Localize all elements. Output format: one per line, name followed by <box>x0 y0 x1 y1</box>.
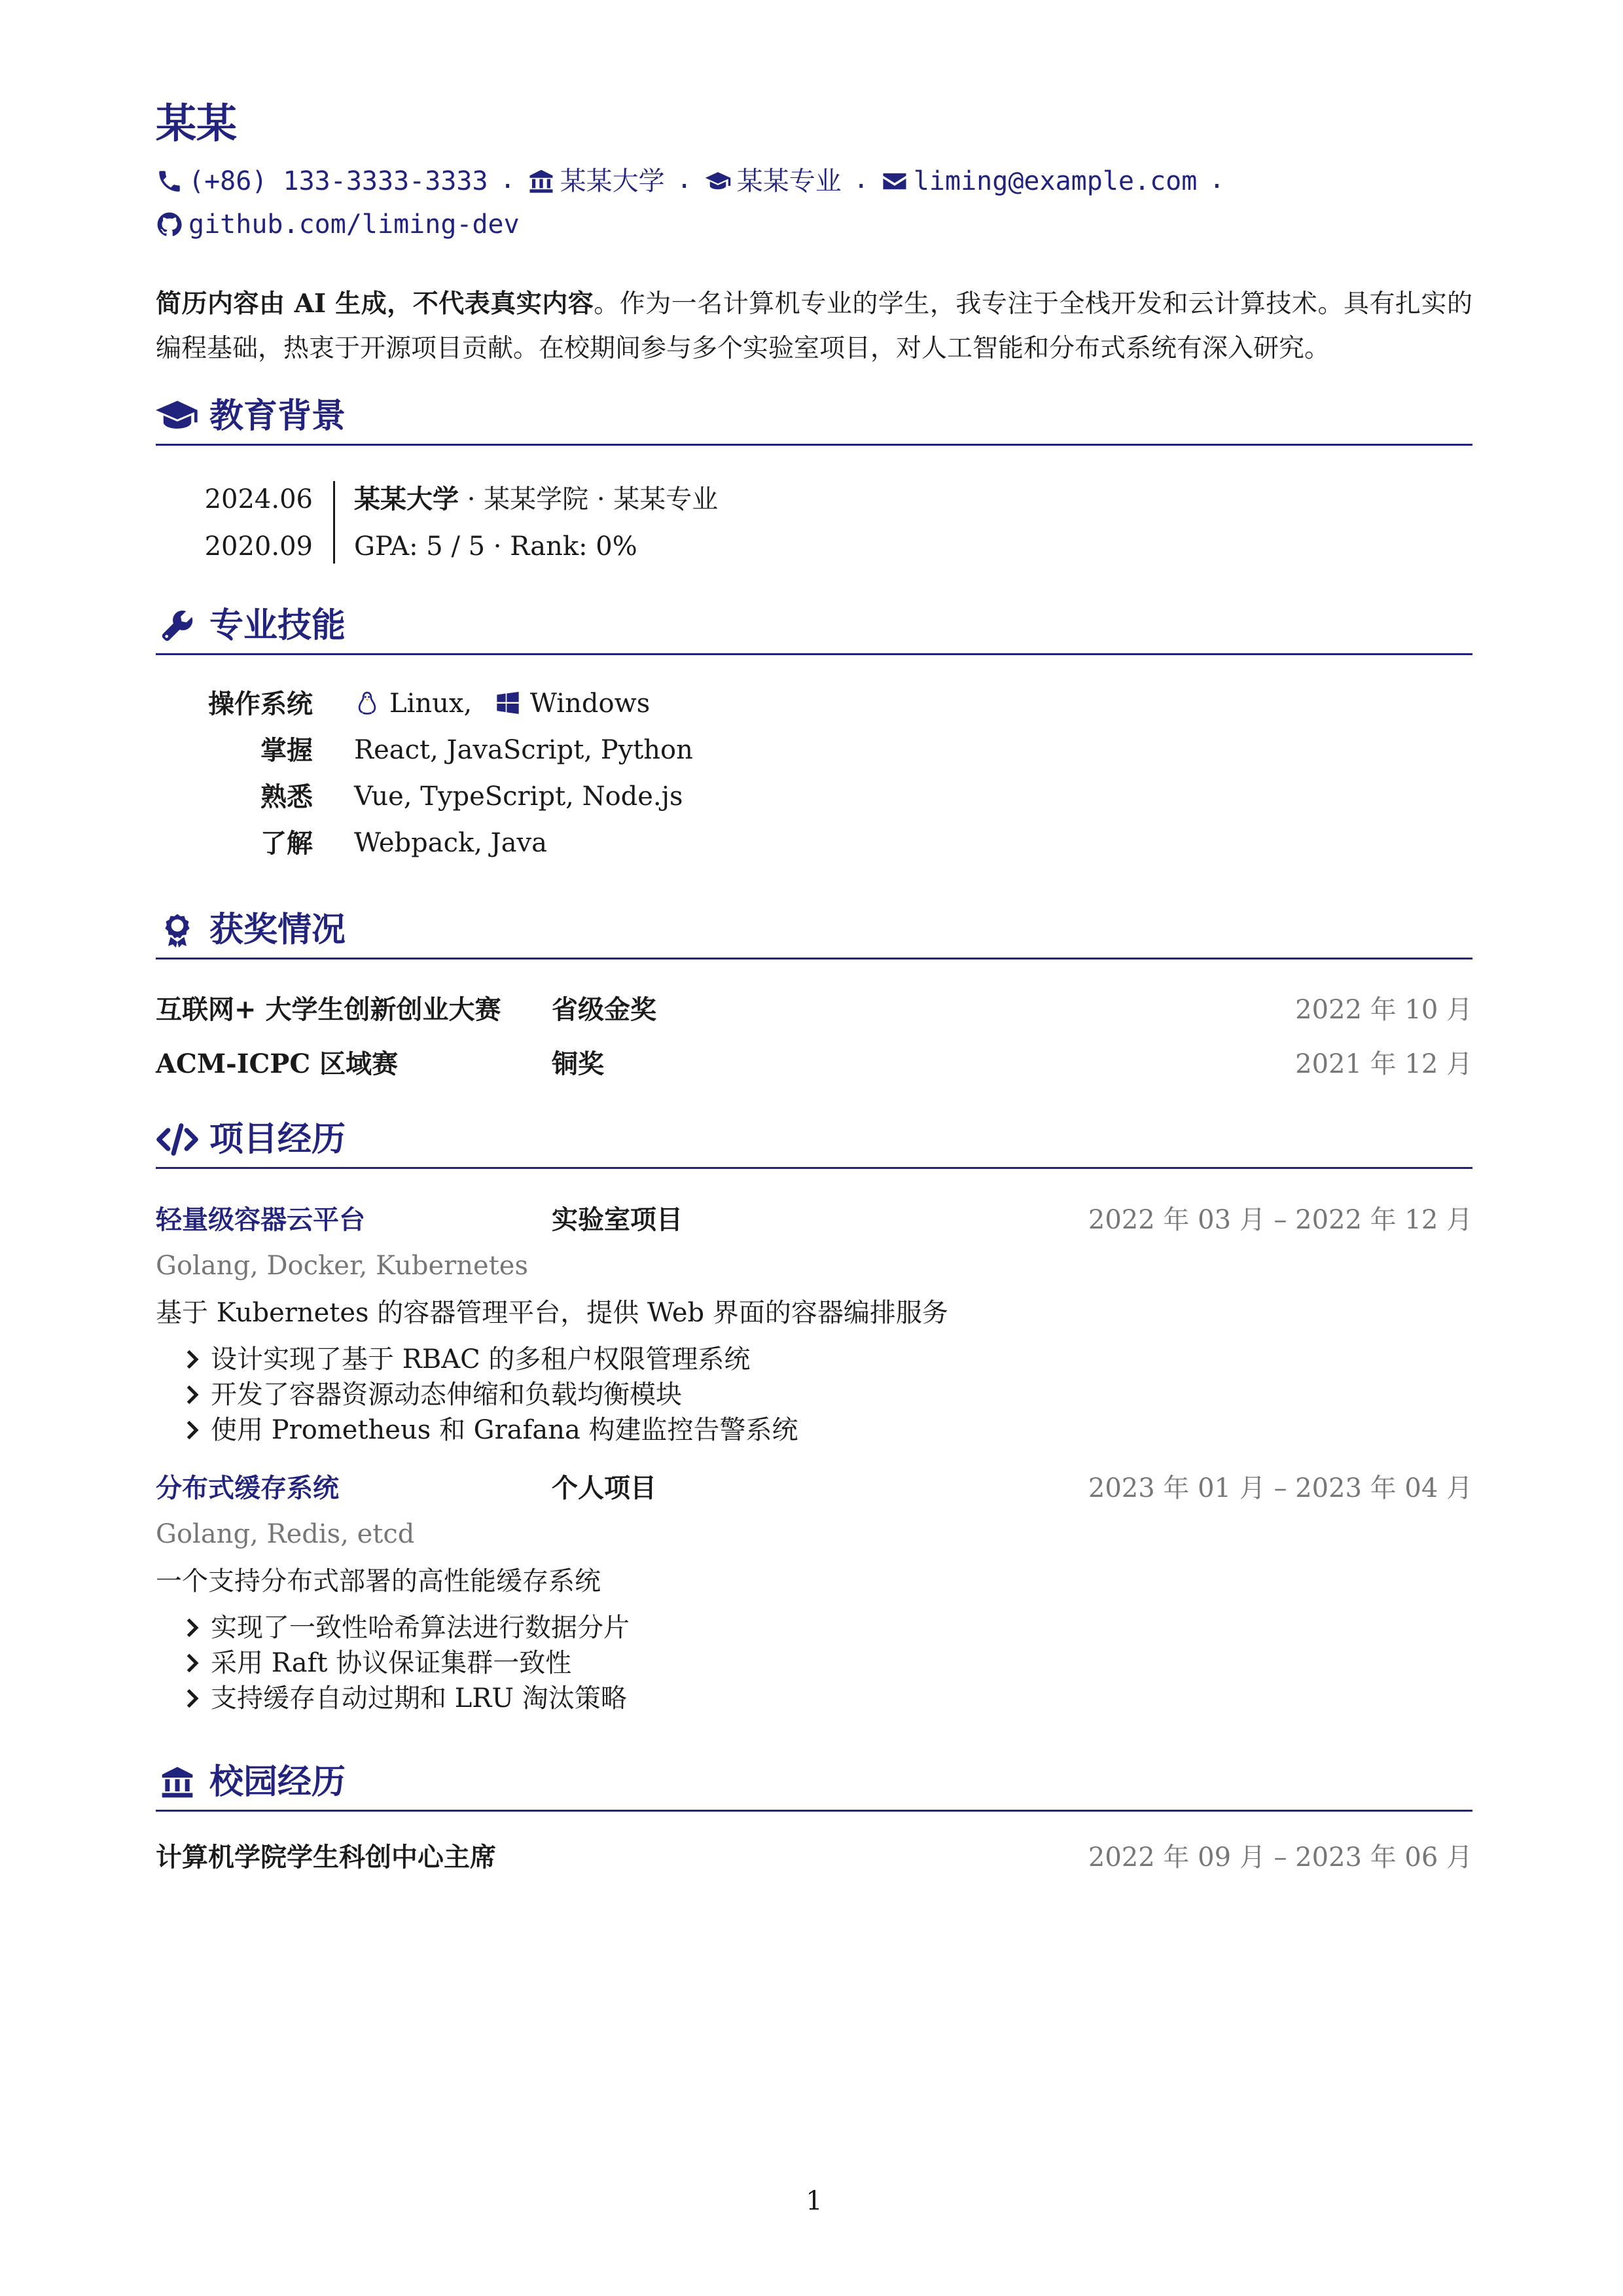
contact-phone[interactable] <box>156 162 488 200</box>
project-entry <box>156 1198 1472 1448</box>
resume-page <box>156 0 1472 2296</box>
summary-disclaimer: 简历内容由 AI 生成，不代表真实内容 <box>156 289 594 319</box>
section-title: 项目经历 <box>209 1119 346 1159</box>
github-icon <box>156 211 183 238</box>
education-divider <box>333 481 335 564</box>
section-header-education <box>156 391 1472 446</box>
page-number: 1 <box>806 2186 823 2216</box>
section-header-projects <box>156 1115 1472 1169</box>
contact-major <box>704 162 842 200</box>
project-tech-stack: Golang, Docker, Kubernetes <box>156 1251 528 1281</box>
skill-row-os <box>156 681 1472 727</box>
contact-email[interactable] <box>881 162 1197 200</box>
summary-text: 。作为一名计算机专业的学生，我专注于全栈开发和云计算技术。具有扎实的编程基础，热衷于开源项目贡献。在校期间参与多个实验室项目，对人工智能和分布式系统有深入研究。 <box>156 289 1472 363</box>
award-date: 2022 年 10 月 <box>1295 995 1472 1025</box>
project-type: 实验室项目 <box>552 1204 683 1235</box>
envelope-icon <box>881 168 908 195</box>
school-detail: · 某某学院 · 某某专业 <box>459 484 719 514</box>
project-tech-stack: Golang, Redis, etcd <box>156 1519 415 1549</box>
list-item: 实现了一致性哈希算法进行数据分片 <box>156 1610 1472 1645</box>
project-type: 个人项目 <box>552 1473 656 1503</box>
project-entry <box>156 1466 1472 1716</box>
skill-label: 掌握 <box>260 735 313 766</box>
chevron-right-icon <box>185 1653 202 1673</box>
github-link: github.com/liming-dev <box>188 209 520 240</box>
code-icon <box>156 1121 199 1158</box>
windows-icon <box>495 690 521 716</box>
list-item: 设计实现了基于 RBAC 的多租户权限管理系统 <box>156 1342 1472 1377</box>
education-dates <box>156 476 313 570</box>
chevron-right-icon <box>185 1689 202 1708</box>
chevron-right-icon <box>185 1420 202 1440</box>
project-name: 轻量级容器云平台 <box>156 1204 365 1235</box>
skills-list <box>156 681 1472 867</box>
section-title: 校园经历 <box>209 1762 346 1802</box>
award-item <box>156 990 1472 1030</box>
contact-university <box>527 162 665 200</box>
award-level: 省级金奖 <box>552 994 656 1025</box>
school-name: 某某大学 <box>354 484 459 514</box>
section-title: 专业技能 <box>209 605 346 645</box>
major-name: 某某专业 <box>736 166 842 196</box>
skill-label: 熟悉 <box>260 781 313 812</box>
list-item: 使用 Prometheus 和 Grafana 构建监控告警系统 <box>156 1412 1472 1448</box>
chevron-right-icon <box>185 1385 202 1405</box>
section-title: 获奖情况 <box>209 910 346 950</box>
list-item: 开发了容器资源动态伸缩和负载均衡模块 <box>156 1377 1472 1412</box>
section-header-awards <box>156 905 1472 960</box>
tux-icon <box>354 690 380 716</box>
campus-role: 计算机学院学生科创中心主席 <box>156 1842 496 1873</box>
candidate-name: 某某 <box>156 99 238 147</box>
summary-paragraph <box>156 281 1472 371</box>
award-level: 铜奖 <box>552 1049 604 1079</box>
education-entry <box>354 476 718 570</box>
section-header-skills <box>156 601 1472 655</box>
skill-value <box>354 681 650 727</box>
award-date: 2021 年 12 月 <box>1295 1049 1472 1079</box>
education-end-date: 2024.06 <box>204 484 313 514</box>
skill-row <box>156 727 1472 774</box>
skill-value: React, JavaScript, Python <box>354 735 693 765</box>
contact-separator: · <box>1209 171 1225 202</box>
project-description: 基于 Kubernetes 的容器管理平台，提供 Web 界面的容器编排服务 <box>156 1298 948 1328</box>
campus-date: 2022 年 09 月 – 2023 年 06 月 <box>1088 1842 1472 1873</box>
list-item: 采用 Raft 协议保证集群一致性 <box>156 1645 1472 1681</box>
section-header-campus <box>156 1757 1472 1812</box>
skill-label: 操作系统 <box>208 689 313 719</box>
gpa-rank: GPA: 5 / 5 · Rank: 0% <box>354 531 637 562</box>
project-bullets <box>156 1342 1472 1448</box>
phone-icon <box>156 168 183 195</box>
os-linux: Linux, <box>389 689 473 719</box>
email-address: liming@example.com <box>913 166 1198 196</box>
award-name: ACM-ICPC 区域赛 <box>156 1049 399 1079</box>
chevron-right-icon <box>185 1350 202 1369</box>
award-name: 互联网+ 大学生创新创业大赛 <box>156 994 501 1025</box>
os-windows: Windows <box>529 689 651 719</box>
skill-value: Vue, TypeScript, Node.js <box>354 781 683 812</box>
campus-entry <box>156 1835 1472 1880</box>
contact-separator: · <box>499 171 516 202</box>
building-columns-icon <box>156 1764 199 1801</box>
phone-number: (+86) 133-3333-3333 <box>188 166 488 196</box>
chevron-right-icon <box>185 1618 202 1638</box>
university-icon <box>527 168 555 195</box>
skill-label: 了解 <box>260 828 313 859</box>
project-bullets <box>156 1610 1472 1716</box>
project-name: 分布式缓存系统 <box>156 1473 339 1503</box>
project-date: 2023 年 01 月 – 2023 年 04 月 <box>1088 1473 1472 1503</box>
skill-row <box>156 774 1472 820</box>
award-icon <box>156 912 199 948</box>
contact-separator: · <box>853 171 869 202</box>
award-item <box>156 1045 1472 1084</box>
wrench-icon <box>156 607 199 644</box>
skill-row <box>156 820 1472 867</box>
graduation-cap-icon <box>704 168 732 195</box>
contact-bar <box>156 162 1472 249</box>
section-title: 教育背景 <box>209 396 346 436</box>
education-start-date: 2020.09 <box>204 531 313 562</box>
project-date: 2022 年 03 月 – 2022 年 12 月 <box>1088 1205 1472 1235</box>
contact-github[interactable] <box>156 206 520 243</box>
list-item: 支持缓存自动过期和 LRU 淘汰策略 <box>156 1681 1472 1716</box>
project-description: 一个支持分布式部署的高性能缓存系统 <box>156 1566 601 1596</box>
graduation-cap-icon <box>156 398 199 435</box>
university-name: 某某大学 <box>560 166 665 196</box>
contact-separator: · <box>676 171 692 202</box>
skill-value: Webpack, Java <box>354 828 547 858</box>
